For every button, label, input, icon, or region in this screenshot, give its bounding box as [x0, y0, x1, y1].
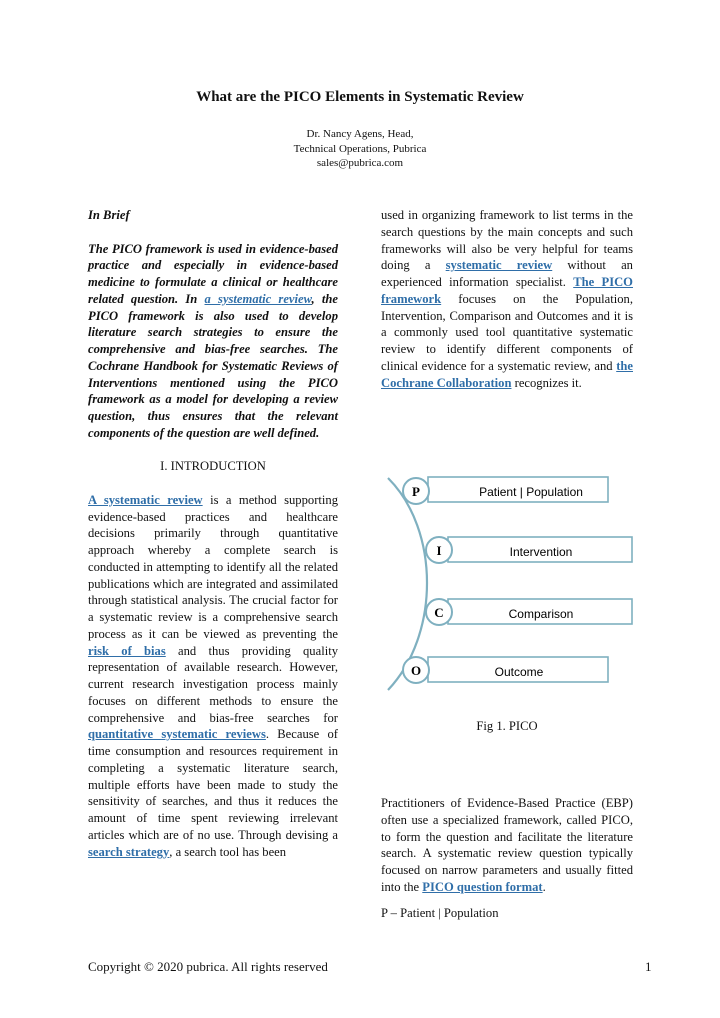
- right-column-lower: [381, 795, 633, 921]
- pico-label-i: Intervention: [509, 545, 573, 559]
- pico-letter-o: O: [410, 663, 422, 678]
- link-a-systematic-review[interactable]: a systematic review: [204, 291, 312, 306]
- pico-row-o: [403, 657, 608, 683]
- link-pico-question-format[interactable]: PICO question format: [422, 879, 543, 894]
- right-paragraph-1: used in organizing framework to list terms in the search questions by the main concepts and such frameworks will also be very helpful for teams doing a systematic review without an experienced information specialist. The PICO framework focuses on the Population, Intervention, Comparison and Outcomes and it is a commonly used tool quantitative systematic review to identify different components of clinical evidence for a systematic review, and the Cochrane Collaboration recognizes it.: [381, 208, 633, 390]
- page-number: 1: [645, 959, 652, 974]
- link-risk-of-bias[interactable]: risk of bias: [88, 643, 166, 658]
- right-column: [381, 207, 633, 391]
- footer-copyright: Copyright © 2020 pubrica. All rights reserved: [88, 959, 328, 974]
- pico-label-c: Comparison: [508, 607, 574, 621]
- pico-letter-i: I: [436, 543, 442, 558]
- pico-label-p: Patient | Population: [479, 485, 583, 499]
- introduction-paragraph: A systematic review is a method supporting evidence-based practices and healthcare decisions primarily through quantitative approach whereby a complete search is conducted in attempting to identify all the related publications which are integrated and assimilated through statistical analysis. The crucial factor for a systematic review is a comprehensive search process as it can be viewed as preventing the risk of bias and thus providing quality representation of available research. However, current research investigation process mainly focuses on different methods to ensure the comprehensive and bias-free searches for quantitative systematic reviews. Because of time consumption and resources requirement in completing a systematic literature search, multiple efforts have been made to study the sensitivity of searches, and thus it reduces the amount of time spent reviewing irrelevant articles which are of no use. Through devising a search strategy, a search tool has been: [88, 492, 338, 859]
- author-name: Dr. Nancy Agens, Head,: [306, 128, 414, 140]
- left-column: [88, 207, 338, 860]
- right-paragraph-2: Practitioners of Evidence-Based Practice (EBP) often use a specialized framework, called PICO, to form the question and facilitate the literature search. A systematic review question typically focused on narrow parameters and usually fitted into the PICO question format.: [381, 796, 633, 894]
- link-search-strategy[interactable]: search strategy: [88, 844, 170, 859]
- link-cochrane-collaboration[interactable]: the Cochrane Collaboration: [381, 358, 633, 390]
- link-quantitative-systematic-reviews[interactable]: quantitative systematic reviews: [88, 727, 266, 742]
- page-title: What are the PICO Elements in Systematic Review: [196, 89, 524, 105]
- link-pico-framework[interactable]: The PICO framework: [381, 275, 633, 306]
- pico-diagram: [370, 470, 640, 695]
- pico-letter-c: C: [434, 605, 444, 620]
- brief-heading: In Brief: [88, 208, 130, 222]
- author-affiliation: Technical Operations, Pubrica: [293, 142, 427, 155]
- figure-caption: Fig 1. PICO: [476, 719, 538, 733]
- section-heading-introduction: I. INTRODUCTION: [160, 459, 266, 474]
- link-systematic-review-intro[interactable]: A systematic review: [88, 492, 203, 507]
- pico-label-o: Outcome: [494, 665, 544, 679]
- pico-row-p: [403, 477, 608, 504]
- author-block: [0, 127, 720, 171]
- pico-row-i: [426, 537, 632, 563]
- pico-letter-p: P: [412, 484, 420, 499]
- link-systematic-review-right[interactable]: systematic review: [445, 258, 553, 273]
- pico-row-c: [426, 599, 632, 625]
- author-email: sales@pubrica.com: [316, 157, 404, 169]
- brief-paragraph: The PICO framework is used in evidence-based practice and especially in evidence-based medicine to formulate a clinical or healthcare related question. In a systematic review, the PICO framework is also used to develop literature search strategies to ensure the comprehensive and bias-free searches. The Cochrane Handbook for Systematic Reviews of Interventions mentioned using the PICO framework as a model for developing a review question, thus ensures that the relevant components of the question are well defined.: [88, 241, 339, 440]
- pico-p-definition: P – Patient | Population: [381, 905, 499, 920]
